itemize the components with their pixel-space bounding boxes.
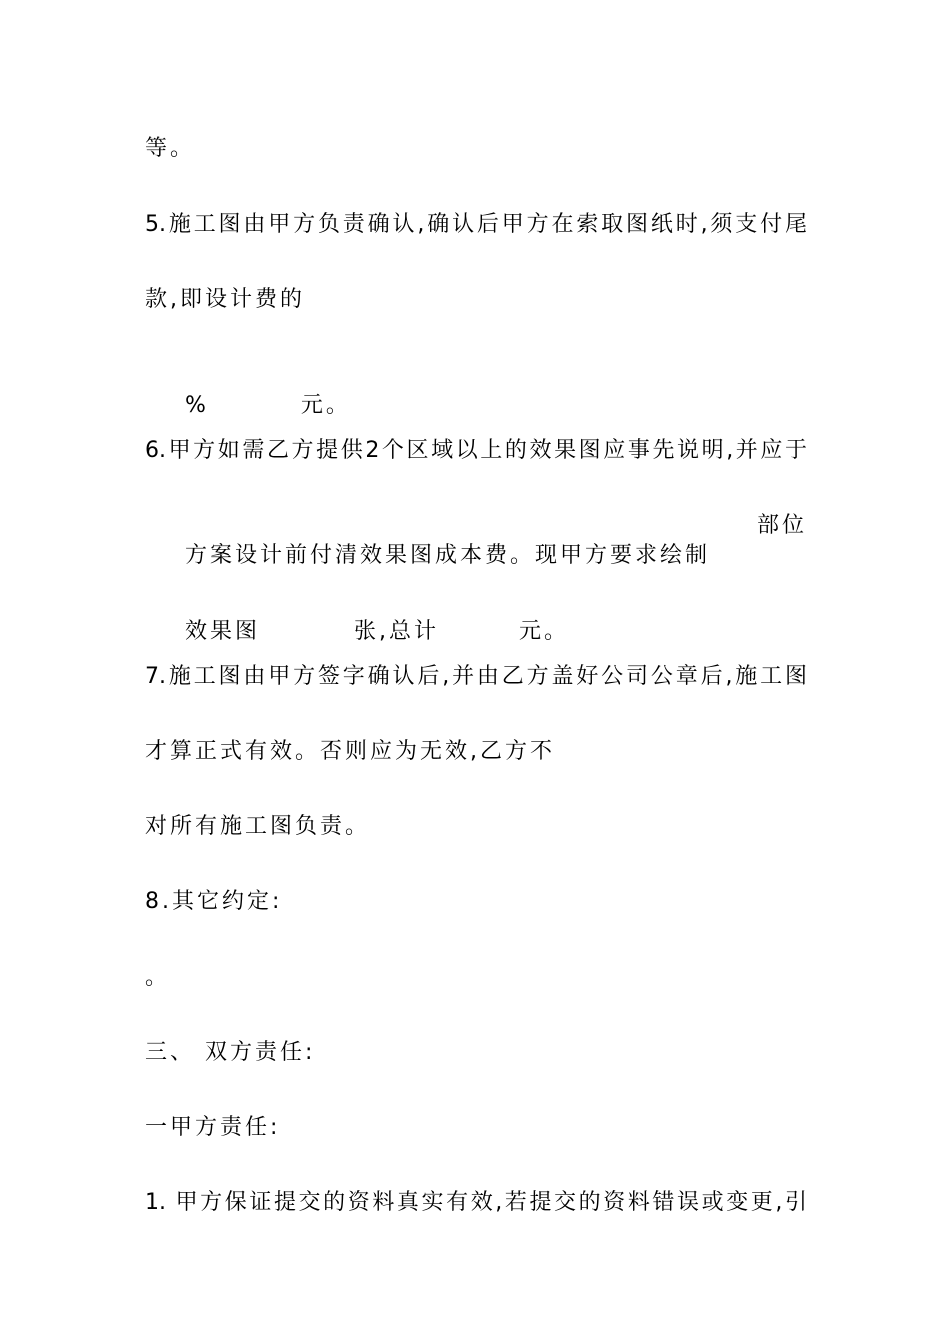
text-line: 款,即设计费的: [145, 287, 305, 312]
percent-sign: %: [184, 393, 209, 418]
text-line: 8.其它约定:: [145, 889, 283, 914]
text-segment: 方案设计前付清效果图成本费。现甲方要求绘制: [184, 543, 710, 568]
subsection-heading: 一甲方责任:: [145, 1115, 281, 1140]
text-line: 才算正式有效。否则应为无效,乙方不: [145, 739, 555, 764]
text-line: 。: [145, 965, 171, 990]
text-segment: 部位: [756, 513, 807, 538]
text-segment: 效果图: [184, 619, 260, 644]
text-segment: 元。: [519, 619, 570, 644]
text-line: 5.施工图由甲方负责确认,确认后甲方在索取图纸时,须支付尾: [145, 212, 807, 237]
text-line: 1. 甲方保证提交的资料真实有效,若提交的资料错误或变更,引: [145, 1190, 807, 1215]
text-line: 对所有施工图负责。: [145, 814, 371, 839]
text-line: 等。: [145, 136, 196, 161]
section-heading: 三、 双方责任:: [145, 1040, 316, 1065]
text-segment: 张,总计: [354, 619, 439, 644]
text-line: 6.甲方如需乙方提供2个区域以上的效果图应事先说明,并应于: [145, 438, 807, 463]
text-line: 7.施工图由甲方签字确认后,并由乙方盖好公司公章后,施工图: [145, 664, 807, 689]
amount-unit: 元。: [300, 393, 351, 418]
